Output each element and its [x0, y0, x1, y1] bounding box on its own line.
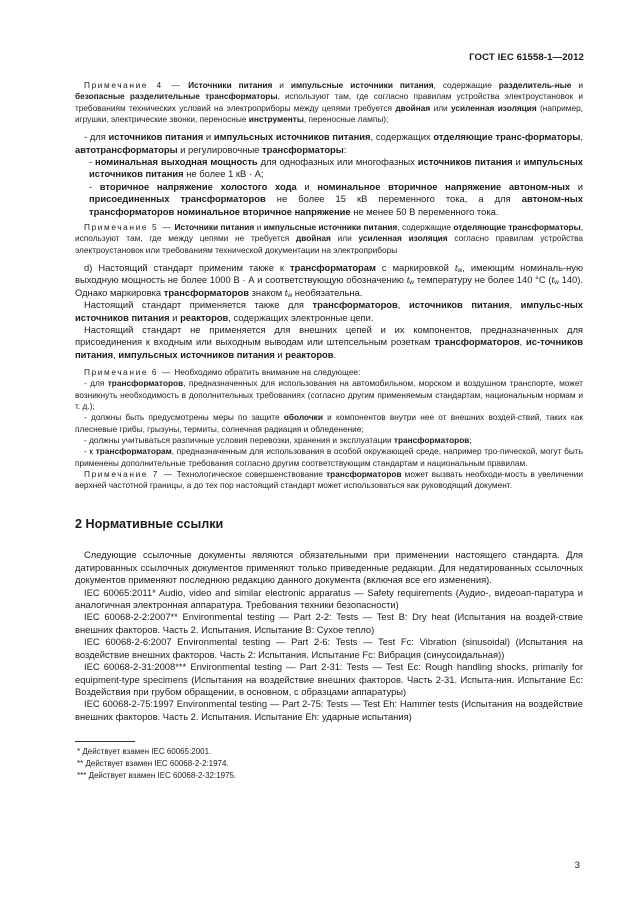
note-5 [75, 222, 583, 256]
text-run: , [519, 336, 526, 348]
note-5-prefix: Примечание 5 — [84, 222, 173, 233]
page-content [75, 80, 583, 782]
text-run: - должны учитываться различные условия перевозки, хранения и эксплуатации [84, 434, 394, 445]
text-run: не более 1 кВ · А; [183, 168, 264, 180]
paragraph-d-text [75, 262, 583, 298]
bold-term: безопасные разделительные трансформаторы [75, 91, 278, 102]
bold-term: оболочки [283, 412, 323, 423]
italic-run: t [406, 274, 410, 286]
bold-term: ис-точников питания [75, 336, 583, 360]
text-run: и компонентов внутри нее от внешних воздей-ствий, таких как плесневые грибы, грызуны, термиты, солнечная радиация и обледенение; [75, 412, 583, 434]
page-number: 3 [574, 860, 580, 871]
bold-term: импульсные источники питания [290, 80, 434, 90]
note-7 [75, 469, 583, 492]
text-run: , используют там, где между цепями не требуется [75, 222, 584, 244]
text-run: и [272, 80, 291, 90]
text-run: , содержащие [433, 80, 499, 90]
bold-term: импульсных источников питания [213, 131, 371, 143]
bold-term: трансформаторов [312, 299, 398, 311]
text-run: - к [84, 446, 96, 457]
text-run: (например, игрушки, электрические звонки, переносные [75, 102, 583, 124]
text-run: Настоящий стандарт не применяется для внешних цепей и их компонентов, предназначенных для присоединения к входным или выходным выводам или штепсельным розеткам [75, 323, 583, 348]
footnote: * Действует взамен IEC 60065:2001. [77, 747, 212, 757]
note-6-item [75, 412, 583, 435]
bold-term: автотрансформаторы [75, 143, 178, 155]
note-7-prefix: Примечание 7 — [84, 468, 174, 479]
text-run: и [274, 348, 286, 360]
bold-term: источников питания [108, 131, 204, 143]
text-run: d) Настоящий стандарт применим также к [84, 261, 291, 273]
bold-term: усиленная изоляция [451, 102, 537, 113]
text-run: , используют там, где согласно правилам устройства электроустановок и требованиям технических условий на электроприборы между цепями требуется [75, 91, 583, 113]
text-run: для однофазных или многофазных [257, 156, 418, 167]
text-run: , [509, 299, 521, 311]
text-run: - [89, 180, 100, 192]
subscript: w [409, 279, 415, 287]
bold-term: номинальное вторичное напряжение автоном-ных [317, 180, 571, 192]
section-2-intro: Следующие ссылочные документы являются обязательными при применении настоящего стандарта. Для датированных ссылочных документов применяют только приведенные редакции. Для недатированных ссылочных документов применяют последнюю редакцию данного документа (включая все его изменения). [75, 549, 583, 586]
text-run: и [169, 311, 181, 323]
reference-iec-60065: IEC 60065:2011* Audio, video and similar electronic apparatus — Safety requirements (Аудио-, видеоап-паратура и аналогичная электронная аппаратура. Требования техники безопасности) [75, 586, 583, 611]
reference-iec-60068-2-6: IEC 60068-2-6:2007 Environmental testing — Part 2-6: Tests — Test Fc: Vibration (sinusoidal) (Испытания на воздействие внешних факторов. Часть 2: Испытания. Испытание Fc: Вибрация (синусоидальная)) [75, 636, 583, 660]
bold-term: импульс-ных источников питания [75, 299, 583, 323]
bold-term: присоединенных трансформаторов [89, 193, 266, 205]
bold-term: импульсных источников питания [89, 156, 583, 180]
bold-term: усиленная изоляция [358, 233, 448, 244]
text-run: , [397, 299, 409, 311]
text-run: , [580, 131, 583, 143]
text-run: и [254, 222, 264, 233]
text-run: может вызвать необходи-мость в увеличении верхней частотной границы, а до тех пор настоящий стандарт может использоваться как руководящий документ. [75, 468, 584, 491]
footnote: ** Действует взамен IEC 60068-2-2:1974. [77, 759, 229, 769]
note-4-prefix: Примечание 4 — [84, 80, 182, 90]
bold-term: трансформаторы [262, 143, 344, 155]
text-run: Технологическое совершенствование [173, 468, 327, 479]
dash-secondary-voltage [75, 181, 583, 218]
footnote-divider [75, 741, 135, 742]
standard-header: ГОСТ IEC 61558-1—2012 [469, 52, 584, 63]
note-6-item [75, 446, 583, 469]
italic-run: t [284, 286, 288, 298]
text-run: не более 15 кВ переменного тока, а для [265, 193, 522, 205]
reference-iec-60068-2-75: IEC 60068-2-75:1997 Environmental testing — Part 2-75: Tests — Test Eh: Hammer tests (Испытания на воздействие внешних факторов. Часть 2. Испытания. Испытание Eh: ударные испытания) [75, 698, 583, 722]
text-run: или [430, 102, 451, 113]
bold-term: источников питания [417, 156, 513, 167]
note-6-list [75, 378, 583, 468]
text-run: и [203, 131, 214, 143]
text-run: , имеющим номиналь-ную выходную мощность не более 1000 В · А и соответствующую обозначению [75, 261, 583, 286]
text-run: ; [469, 434, 472, 445]
paragraph-not-applies-text [75, 324, 583, 360]
bold-term: реакторов [285, 348, 334, 360]
note-6-item [75, 435, 583, 446]
text-run: и [571, 80, 583, 90]
text-run: температуру не более 140 °С ( [414, 274, 552, 286]
text-run: и регулировочные [177, 143, 263, 155]
text-run: - [89, 156, 96, 167]
footnote: *** Действует взамен IEC 60068-2-32:1975. [77, 771, 237, 781]
italic-run: t [454, 261, 458, 273]
subscript: w [457, 266, 463, 274]
bold-term: реакторов [180, 311, 229, 323]
bold-term: трансформаторов [107, 378, 184, 389]
italic-run: t [551, 274, 555, 286]
bold-term: импульсные источники питания [263, 222, 398, 233]
text-run: необязательна. [292, 286, 363, 298]
bold-term: номинальная выходная мощность [95, 156, 258, 167]
bold-term: вторичное напряжение холостого хода [99, 180, 297, 192]
subscript: w [287, 291, 293, 299]
text-run: с маркировкой [375, 261, 455, 273]
paragraph-applies [75, 299, 583, 324]
text-run: или [330, 233, 359, 244]
text-run: согласно правилам устройства электроустановок или требованиям технической документации на электроприборы [75, 233, 583, 255]
bold-term: инструменты [248, 113, 304, 124]
bold-term: отделяющие транс-форматоры [433, 131, 581, 143]
text-run: и [570, 180, 583, 192]
bold-term: двойная [295, 233, 331, 244]
text-run: не менее 50 В переменного тока. [350, 205, 499, 217]
text-run: и [512, 156, 524, 167]
dash-secondary-voltage-text [89, 181, 583, 217]
text-run: , переносные лампы); [303, 113, 389, 124]
text-run: Настоящий стандарт применяется также для [84, 299, 313, 311]
note-4 [75, 80, 583, 125]
bold-term: Источники питания [174, 222, 255, 233]
text-run: , предназначенных для использования на автомобильном, морском и воздушном транспорте, может возникнуть необходимость в дополнительных требованиях (согласно другим применяемым стандартам, национальным нормам и т. д.); [75, 378, 583, 412]
dash-power-supplies-text [75, 131, 583, 154]
text-run: , содержащих электронные цепи. [228, 311, 374, 323]
bold-term: трансформаторов [434, 336, 520, 348]
paragraph-applies-text [75, 299, 583, 322]
reference-iec-60068-2-2: IEC 60068-2-2:2007** Environmental testing — Part 2-2: Tests — Test B: Dry heat (Испытания на воздей-ствие внешних факторов. Часть 2. Испытания. Испытание B: Сухое тепло) [75, 611, 583, 635]
section-2-title: 2 Нормативные ссылки [75, 517, 224, 532]
text-run: - для [84, 131, 109, 143]
note-6 [75, 367, 583, 378]
note-6-item-text [75, 446, 583, 467]
bold-term: источников питания [408, 299, 510, 311]
bold-term: трансформаторов [326, 468, 402, 479]
paragraph-not-applies [75, 324, 583, 361]
note-6-text: Необходимо обратить внимание на следующее: [171, 367, 361, 378]
dash-rated-output-text [89, 156, 583, 179]
bold-term: трансформаторам [290, 261, 376, 273]
text-run: , [113, 348, 119, 360]
text-run: . [333, 348, 337, 360]
text-run: , предназначенным для использования в особой окружающей среде, например тро-пической, могут быть применены дополнительные требования согласно другим соответствующим стандартам и национальным правилам. [75, 446, 583, 468]
bold-term: Источники питания [188, 80, 273, 90]
text-run: 140). Однако маркировка [75, 274, 583, 298]
note-6-item-text [75, 412, 583, 433]
subscript: w [554, 279, 559, 287]
note-6-item [75, 378, 583, 412]
dash-power-supplies [75, 131, 583, 156]
text-run: : [343, 143, 347, 155]
note-6-prefix: Примечание 6 — [84, 367, 172, 378]
dash-rated-output [75, 156, 583, 181]
bold-term: трансформаторов [393, 434, 470, 445]
note-6-item-text [75, 378, 583, 411]
bold-term: трансформаторов [163, 286, 249, 298]
bold-term: разделитель-ные [498, 80, 572, 90]
bold-term: двойная [395, 102, 431, 113]
bold-term: трансформаторам [95, 446, 172, 457]
bold-term: импульсных источников питания [118, 348, 275, 360]
text-run: - должны быть предусмотрены меры по защите [84, 412, 284, 423]
text-run: , содержащих [370, 131, 434, 143]
text-run: - для [84, 378, 108, 389]
note-6-item-text [84, 435, 472, 445]
reference-iec-60068-2-31: IEC 60068-2-31:2008*** Environmental testing — Part 2-31: Tests — Test Ec: Rough handling shocks, primarily for equipment-type specimens (Испытания на воздействие внешних факторов. Часть 2-31. Испыта-ния. Испытание Ec: Воздействия при грубом обращении, в основном, с образцами аппаратуры) [75, 661, 583, 697]
bold-term: автоном-ных трансформаторов номинальное вторичное напряжение [89, 193, 583, 217]
text-run: знаком [249, 286, 285, 298]
text-run: , содержащие [397, 222, 454, 233]
paragraph-d [75, 262, 583, 299]
text-run: и [296, 180, 318, 192]
bold-term: отделяющие трансформаторы [453, 222, 581, 233]
